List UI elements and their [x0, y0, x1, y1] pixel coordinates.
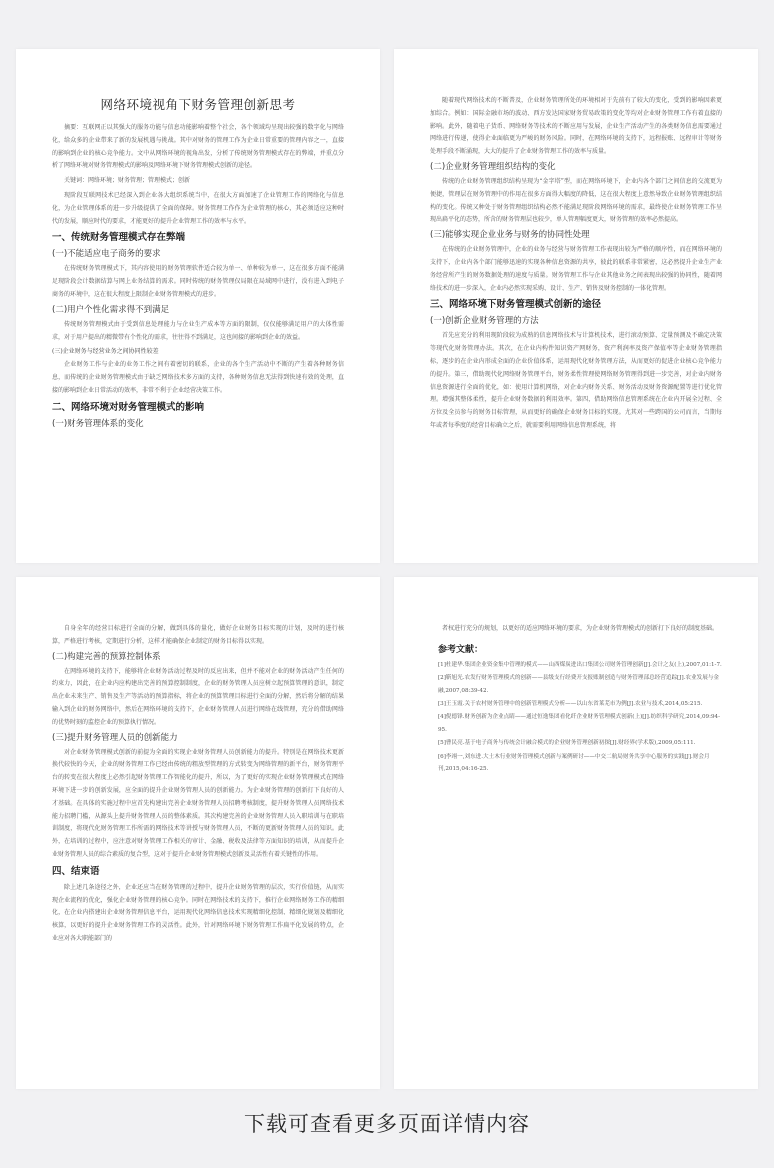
subsection-heading: (二)用户个性化需求得不到满足: [52, 304, 170, 315]
subsection-heading: (三)能够实现企业业务与财务的协同性处理: [430, 230, 590, 241]
body-paragraph: 者权进行充分的规划，以更好的适应网络环境的要求，为企业财务管理模式的创新打下良好的制度基础。: [442, 625, 719, 632]
document-page-3: [16, 577, 380, 1089]
body-paragraph: 在传统财务管理模式下，其内容使用的财务管理软件适合较为单一、单种较为单一，这在很多方面不能满足现阶段会计数据结算与网上业务结算的需求。同时传统的财务管理仅局限在局域网中进行，没有进入到电子商务的环境中，这在很大程度上限制企业财务管理模式的进步。: [52, 265, 344, 298]
body-paragraph: 自身全年的经营目标进行全面的分解，做到具体的量化，做好企业财务目标实现的计划，及时的进行核算，严格进行考核，定期进行分析，这样才能确保企业制定的财务目标得以实现。: [52, 625, 344, 645]
document-title: 网络环境视角下财务管理创新思考: [100, 97, 296, 112]
subsection-heading: (一)创新企业财务管理的方法: [430, 316, 539, 327]
section-heading: 一、传统财务管理模式存在弊端: [52, 232, 186, 244]
document-page-1: [16, 49, 380, 563]
keywords-line: 关键词：网络环境；财务管理；管理模式；创新: [64, 177, 191, 185]
reference-item: [5]曹民亮.基于电子商务与传统会计融合模式的企业财务管理创新初探[J].财经界(学术版),2009,05:111.: [438, 740, 696, 747]
body-paragraph: 随着现代网络技术的不断普及，企业财务管理所处的环境相对于先前有了较大的变化，受到的影响因素更加综合。例如：国际金融市场的波动、西方发达国家财务贸易政策的变化等均对企业财务管理工作有着直接的影响。此外，随着电子货币、网络财务等技术的不断应用与发展，企业生产活动产生的各类财务信息需要通过网络进行传递，使得企业面临更为严峻的财务风险。同时，在网络环境的支持下，远程报账、远程审计等财务处理手段不断涌现，大大的提升了企业财务管理工作的效率与质量。: [430, 97, 722, 156]
reference-item: [6]李翊一,刘东进.大土木行业财务管理模式创新与案例研讨——中交二航局财务共享中心服务的实践[J].财会月刊,2015,04:16-25.: [438, 753, 710, 773]
body-paragraph: 除上述几条途径之外，企业还应当在财务管理的过程中，提升企业财务管理的层次，实行价值链，从而实现企业流程的优化，强化企业财务管理的核心竞争。同时在网络技术的支持下，推行企业网络财务工作的精细化，在企业内搭建出企业财务管理信息平台，运用现代化网络信息技术实现精细化控制、精细化规划及精细化核算，以更好的提升企业财务管理工作的灵活性。此外，针对网络环境下财务管理工作扁平化发展的特点，企业应对各大职能部门的: [52, 883, 344, 942]
download-prompt-caption: 下载可查看更多页面详情内容: [244, 1112, 530, 1136]
body-paragraph: 在网络环境的支持下，能够将企业财务活动过程及时的反应出来，但并不能对企业的财务活动产生任何的约束力，因此，在企业内应构建出完善的预算控制制度，企业的财务管理人员应树立起预算管理的意识，制定出企业未来生产、销售及生产等活动的预算指标，将企业的预算管理目标进行全面的分解，然后将分解的结果输入到企业的财务网络中，然后在网络环境的支持下，企业财务管理人员进行网络在线管理，充分的借助网络的优势时刻的监控企业的预算执行情况。: [52, 667, 344, 726]
subsection-heading: (三)提升财务管理人员的创新能力: [52, 732, 178, 743]
subsection-heading: (二)企业财务管理组织结构的变化: [430, 161, 556, 172]
body-paragraph: 企业财务工作与企业的业务工作之间有着密切的联系，企业的各个生产活动中不断的产生着各种财务信息，而传统的企业财务管理模式由于缺乏网络技术多方面的支持，各种财务信息无法得到快速有效的处理，直接的影响到企业日常活动的效率，非常不利于企业经营决策工作。: [52, 361, 344, 394]
references-heading: 参考文献：: [438, 644, 484, 655]
section-heading: 二、网络环境对财务管理模式的影响: [52, 401, 205, 413]
abstract-paragraph: 摘要：互联网正以其强大的服务功能与信息功能影响着整个社会，各个领域均呈现出较强的数字化与网络化，给众多的企业带来了新的发展机遇与挑战。其中对财务的管理工作为企业日常重要的管理内容之一，直接的影响到企业的核心竞争能力。文中从网络环境的视角出发，分析了传统财务管理模式存在的弊端，并重点分析了网络环境对财务管理模式的影响及网络环境下财务管理模式创新的途径。: [52, 124, 344, 170]
intro-paragraph: 现阶段互联网技术已经深入到企业各大组织系统当中，在很大方面加速了企业管理工作的网络化与信息化，为企业管理体系的进一步升级提供了全面的保障。财务管理工作作为企业管理的核心，其必须适应这种时代的发展，顺应时代的要求，才能更好的提升企业管理工作的效率与水平。: [52, 191, 344, 225]
subsection-heading: (一)财务管理体系的变化: [52, 418, 144, 429]
body-paragraph: 传统财务管理模式由于受到信息处理能力与企业生产成本等方面的限制，仅仅能够满足用户的大体性需求，对于用户提出的精微带有个性化的需求，往往得不到满足，这也间接的影响到企业的效益。: [52, 320, 344, 341]
body-paragraph: 传统的企业财务管理组织结构呈现为“金字塔”型，而在网络环境下，企业内各个部门之间信息的交流更为便捷，管理层在财务管理中的作用在很多方面得大幅度的降低，这在很大程度上意然导致企业财务管理组织结构的变化。传统又种处于财务管理组织结构必然不能满足现阶段网络环境的需求，最终使企业财务管理工作呈现出扁平化的态势，所含的财务管理层也较少，单人管理幅度更大，财务管理的效率必然提高。: [430, 177, 722, 224]
reference-item: [2]靳旭光.农发行财务管理模式的创新——县级支行经费开支报账制创造与财务管理部总经营追踪[J].农业发展与金融,2007,08:39-42.: [438, 675, 719, 694]
section-heading: 四、结束语: [52, 865, 100, 877]
document-page-2: [394, 49, 758, 563]
body-paragraph: 对企业财务管理模式创新的前提为全面的实现企业财务管理人员创新能力的提升。特别是在网络技术更新换代较快的今天，企业的财务管理工作已经由传统的粗放型管理的方式转变为网络管理的新平台，财务管理平台的转变在很大程度上必然引起财务管理工作智能化的提升，所以，为了更好的实现企业财务管理模式在网络环境下进一步的创新发展，应全面的提升企业财务管理人员的创新能力。为企业财务管理的创新打下良好的人才基础。在具体的实施过程中应首先构建出完善企业财务管理人员招聘考核制度，提升财务管理人员网络技术能力招聘门槛，从源头上提升财务管理人员的整体素质。其次构建完善的企业财务管理人员入职培训与在职培训制度，将现代化财务管理工作所需的网络技术等讲授与财务管理人员，不断的更新财务管理人员的知识。此外，在培训的过程中，应注意对财务管理工作相关的审计、金融、税收及法律等方面知识的培训，从而提升企业财务管理人员的综合素质的复合型，这对于提升企业财务管理模式创新及灵活性有着关键性的作用。: [52, 748, 344, 858]
subsection-heading: (二)构建完善的预算控制体系: [52, 651, 161, 662]
reference-item: [3]王玉霞.关于农村财务管理中的创新管理模式分析——以山东省莱芜市为例[J].农业与技术,2014,05:215.: [438, 701, 703, 708]
reference-item: [4]倪德锋.财务创新为企业点睛——通过恒逸集团看化纤企业财务管理模式创新(上)[J].纺织科学研究,2014,09:94-95.: [438, 714, 721, 733]
reference-item: [1]杜建华.集团企业资金集中管理的模式——山西煤炭进出口集团公司财务管理创新[J].会计之友(上),2007,01:1-7.: [438, 661, 722, 668]
document-page-4: [394, 577, 758, 1089]
subsection-heading: (三)企业财务与经营业务之间协同性较差: [52, 348, 159, 356]
subsection-heading: (一)不能适应电子商务的要求: [52, 249, 161, 260]
body-paragraph: 在传统的企业财务管理中，企业的业务与经营与财务管理工作表现出较为严格的顺序性，而在网络环境的支持下，企业内各个部门能够迅速的实现各种信息资源的共享，彼此的联系非常紧密，这必然提升企业生产业务经营所产生的财务数据处理的速度与质量。财务管理工作与企业其他业务之间表现出较强的协同性，随着网络技术的进一步深入，企业内必然实现采购、设计、生产、销售及财务控制的一体化管理。: [430, 246, 722, 292]
section-heading: 三、网络环境下财务管理模式创新的途径: [430, 299, 602, 311]
body-paragraph: 首先应充分的利用现阶段较为成熟的信息网络技术与计算机技术，进行滚动预算、定量预测及不确定决策等现代化财务管理办法。其次，在企业内构件知识资产网财务，资产利润率及资产保值率等企业财务管理指标，逐步的在企业内形成全面的企业价值体系，运用现代化财务管理方法，从而更好的促进企业核心竞争能力的提升。第三，借助现代化网络财务管理平台，财务柔性管理使网络财务管理得到进一步完善，对企业内财务信息资源进行全面的优化，如：使用计算机网络，对企业内财务关系、财务活动及财务资源配置等进行优化管理。增强其整体柔性，提升企业财务数据的利用效率。第四，借助网络信息管理系统在企业内开展全过程、全方位及全员参与的财务目标管理，从而更好的确保企业财务目标的实现。尤其对一些跨国的公司而言，当期每年或者每季度的经营目标确立之后，就需要利用网络信息管理系统，将: [430, 332, 722, 429]
